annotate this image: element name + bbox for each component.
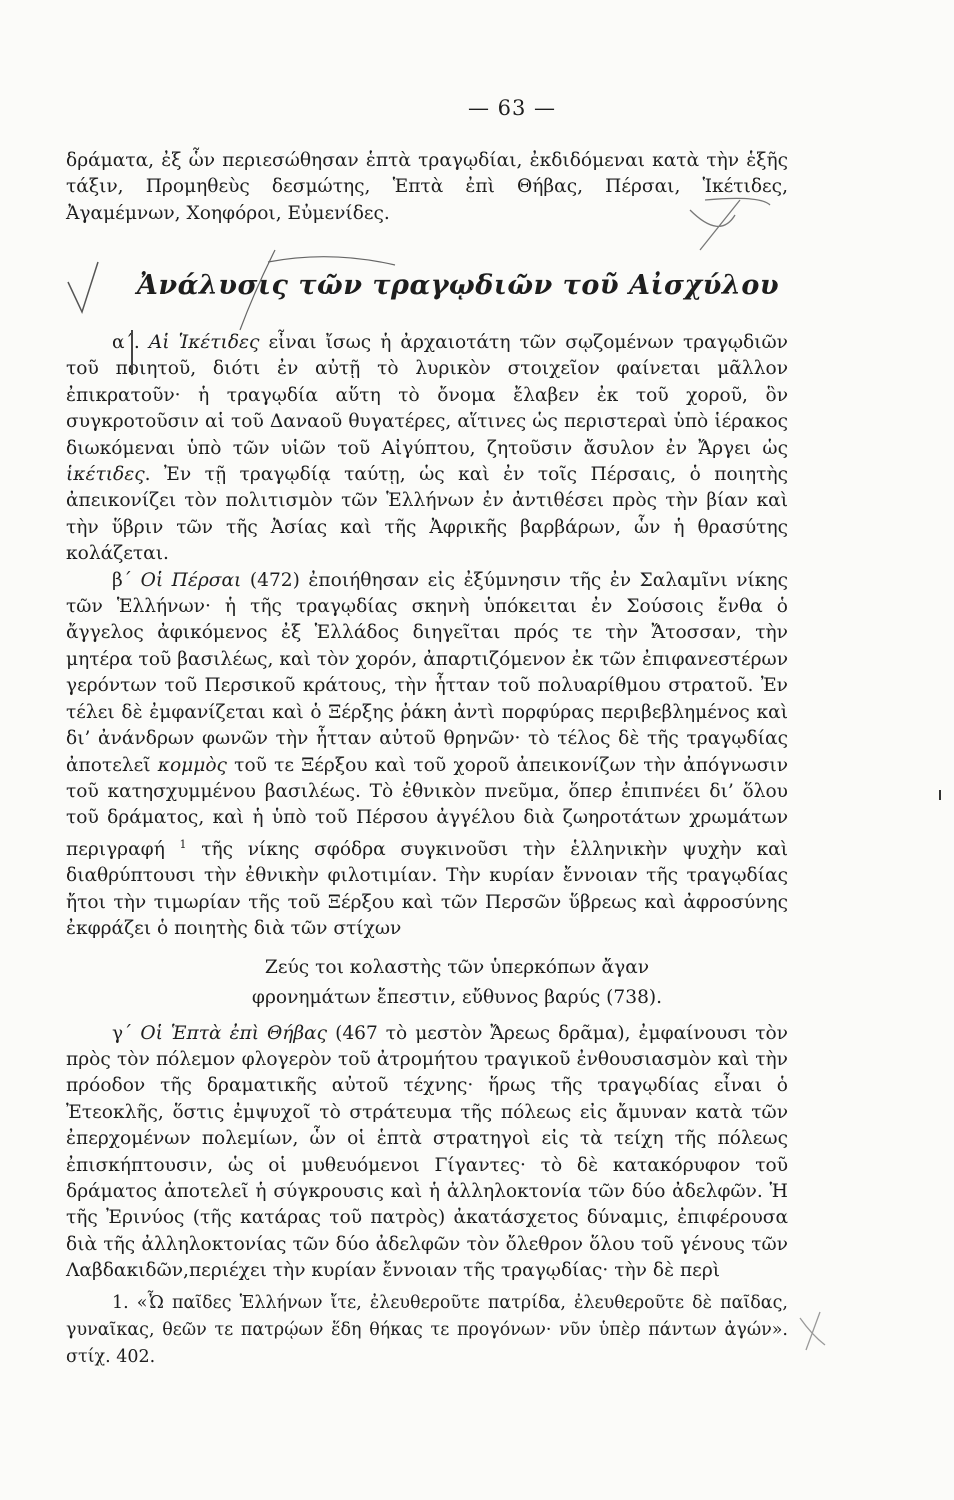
emph-hiketides: ἱκέτιδες <box>66 464 145 486</box>
pencil-check-left <box>68 262 98 312</box>
text-persai-1: (472) ἐποιήθησαν εἰς ἐξύμνησιν τῆς ἐν Σαλαμῖνι νίκης τῶν Ἑλλήνων· ἡ τῆς τραγῳδίας σκηνὴ ὑπόκειται ἐν Σούσοις ἔνθα ὁ ἄγγελος ἀφικόμενος ἐξ Ἑλλάδος διηγεῖται πρός τε τὴν Ἄτοσσαν, τὴν μητέρα τοῦ βασιλέως, καὶ τὸν χορόν, ἀπαρτιζόμενον ἐκ τῶν ἐπιφανεστέρων γερόντων τοῦ Περσικοῦ κράτους, τὴν ἧτταν τοῦ πολυαρίθμου στρατοῦ. Ἐν τέλει δὲ ἐμφανίζεται καὶ ὁ Ξέρξης ῥάκη ἀντὶ πορφύρας περιβεβλημένος καὶ δι’ ἀνάνδρων φωνῶν τὴν ἧτταν αὐτοῦ θρηνῶν· τὸ τέλος δὲ τῆς τραγῳδίας ἀποτελεῖ <box>66 569 788 776</box>
pencil-underline-heading <box>268 257 395 265</box>
page-number: — 63 — <box>467 96 557 120</box>
intro-text: δράματα, ἐξ ὧν περιεσώθησαν ἑπτὰ τραγῳδίαι, ἐκδιδόμεναι κατὰ τὴν ἑξῆς τάξιν, Προμηθεὺς δεσμώτης, Ἑπτὰ ἐπὶ Θήβας, Πέρσαι, Ἱκέτιδες, Ἀγαμέμνων, Χοηφόροι, Εὐμενίδες. <box>66 150 788 224</box>
text-persai-3: τῆς νίκης σφόδρα συγκινοῦσι τὴν ἑλληνικὴν ψυχὴν καὶ διαθρύπτουσι τὴν ἐθνικὴν φιλοτιμίαν. Τὴν κυρίαν ἔννοιαν τῆς τραγῳδίας ἤτοι τὴν τιμωρίαν τῆς τοῦ Ξέρξου καὶ τῶν Περσῶν ὕβρεως καὶ ἀφροσύνης ἐκφράζει ὁ ποιητὴς διὰ τῶν στίχων <box>66 838 788 940</box>
footnote-text <box>66 1290 788 1371</box>
footnote-number: 1. <box>112 1293 129 1313</box>
section-marker-a: α΄. <box>112 332 140 353</box>
verse-quote <box>66 953 788 1013</box>
title-hepta: Οἱ Ἑπτὰ ἐπὶ Θήβας <box>140 1022 328 1044</box>
section-marker-c: γ΄ <box>112 1022 133 1044</box>
text-persai-2: τοῦ τε Ξέρξου καὶ τοῦ χοροῦ ἀπεικονίζων τὴν ἀπόγνωσιν τοῦ κατησχυμμένου βασιλέως. Τὸ ἐθνικὸν πνεῦμα, ὅπερ ἐπιπνέει δι’ ὅλου τοῦ δράματος, καὶ ἡ ὑπὸ τοῦ Πέρσου ἀγγέλου διὰ ζωηροτάτων χρωμάτων περιγραφή <box>66 754 788 860</box>
text-hiketides-2: . Ἐν τῇ τραγῳδίᾳ ταύτῃ, ὡς καὶ ἐν τοῖς Πέρσαις, ὁ ποιητὴς ἀπεικονίζει τὸν πολιτισμὸν τῶν Ἑλλήνων ἐν ἀντιθέσει πρὸς τὴν βίαν καὶ τὴν ὕβριν τῶν τῆς Ἀσίας καὶ τῆς Ἀφρικῆς βαρβάρων, ὧν ἡ θρασύτης κολάζεται. <box>66 464 788 565</box>
title-persai: Οἱ Πέρσαι <box>140 569 242 591</box>
paragraph-hiketides <box>66 330 788 568</box>
verse-line-2: φρονημάτων ἔπεστιν, εὔθυνος βαρύς (738). <box>251 986 663 1008</box>
section-heading: Ἀνάλυσις τῶν τραγῳδιῶν τοῦ Αἰσχύλου <box>136 270 780 301</box>
footnote-reference[interactable]: 1 <box>179 837 187 851</box>
emph-kommos: κομμὸς <box>157 754 227 776</box>
verse-line-1: Ζεύς τοι κολαστὴς τῶν ὑπερκόπων ἄγαν <box>264 956 650 978</box>
text-hiketides-1: εἶναι ἴσως ἡ ἀρχαιοτάτη τῶν σῳζομένων τραγῳδιῶν τοῦ ποιητοῦ, διότι ἐν αὐτῇ τὸ λυρικὸν στοιχεῖον φαίνεται μᾶλλον ἐπικρατοῦν· ἡ τραγῳδία αὕτη τὸ ὄνομα ἔλαβεν ἐκ τοῦ χοροῦ, ὃν συγκροτοῦσιν αἱ τοῦ Δαναοῦ θυγατέρες, αἵτινες ὡς περιστεραὶ ὑπὸ ἱέρακος διωκόμεναι ὑπὸ τῶν υἱῶν τοῦ Αἰγύπτου, ζητοῦσιν ἄσυλον ἐν Ἄργει ὡς <box>66 332 788 459</box>
footnote-body: «Ὦ παῖδες Ἑλλήνων ἴτε, ἐλευθεροῦτε πατρίδα, ἐλευθεροῦτε δὲ παῖδας, γυναῖκας, θεῶν τε πατρῴων ἕδη θήκας τε προγόνων· νῦν ὑπὲρ πάντων ἀγών». στίχ. 402. <box>66 1293 788 1367</box>
pencil-x-footnote <box>800 1312 825 1350</box>
paragraph-hepta <box>66 1021 788 1285</box>
paragraph-persai <box>66 568 788 943</box>
intro-paragraph <box>66 148 788 227</box>
section-marker-b: β΄ <box>112 569 133 591</box>
text-hepta-1: (467 τὸ μεστὸν Ἄρεως δρᾶμα), ἐμφαίνουσι τὸν πρὸς τὸν πόλεμον φλογερὸν τοῦ ἀτρομήτου τραγικοῦ ἐνθουσιασμὸν καὶ τὴν πρόοδον τῆς δραματικῆς αὐτοῦ τέχνης· ἥρως τῆς τραγῳδίας εἶναι ὁ Ἐτεοκλῆς, ὅστις ἐμψυχοῖ τὸ στράτευμα τῆς πόλεως εἰς ἄμυναν κατὰ τῶν ἐπερχομένων πολεμίων, ὧν οἱ ἑπτὰ στρατηγοὶ εἰς τὰ τείχη τῆς πόλεως ἐπισκήπτουσιν, ὡς οἱ μυθευόμενοι Γίγαντες· τὸ δὲ κατακόρυφον τοῦ δράματος ἀποτελεῖ ἡ σύγκρουσις καὶ ἡ ἀλληλοκτονία τῶν δύο ἀδελφῶν. Ἡ τῆς Ἐρινύος (τῆς κατάρας τοῦ πατρὸς) ἀκατάσχετος δύναμις, ἐπιφέρουσα διὰ τῆς ἀλληλοκτονίας τῶν δύο ἀδελφῶν τὸν ὄλεθρον ὅλου τοῦ γένους τῶν Λαβδακιδῶν,περιέχει τὴν κυρίαν ἔννοιαν τῆς τραγῳδίας· τὴν δὲ περὶ <box>66 1022 788 1282</box>
footnote <box>66 1290 788 1371</box>
title-hiketides: Αἱ Ἱκέτιδες <box>148 332 260 353</box>
main-text <box>66 330 788 1285</box>
